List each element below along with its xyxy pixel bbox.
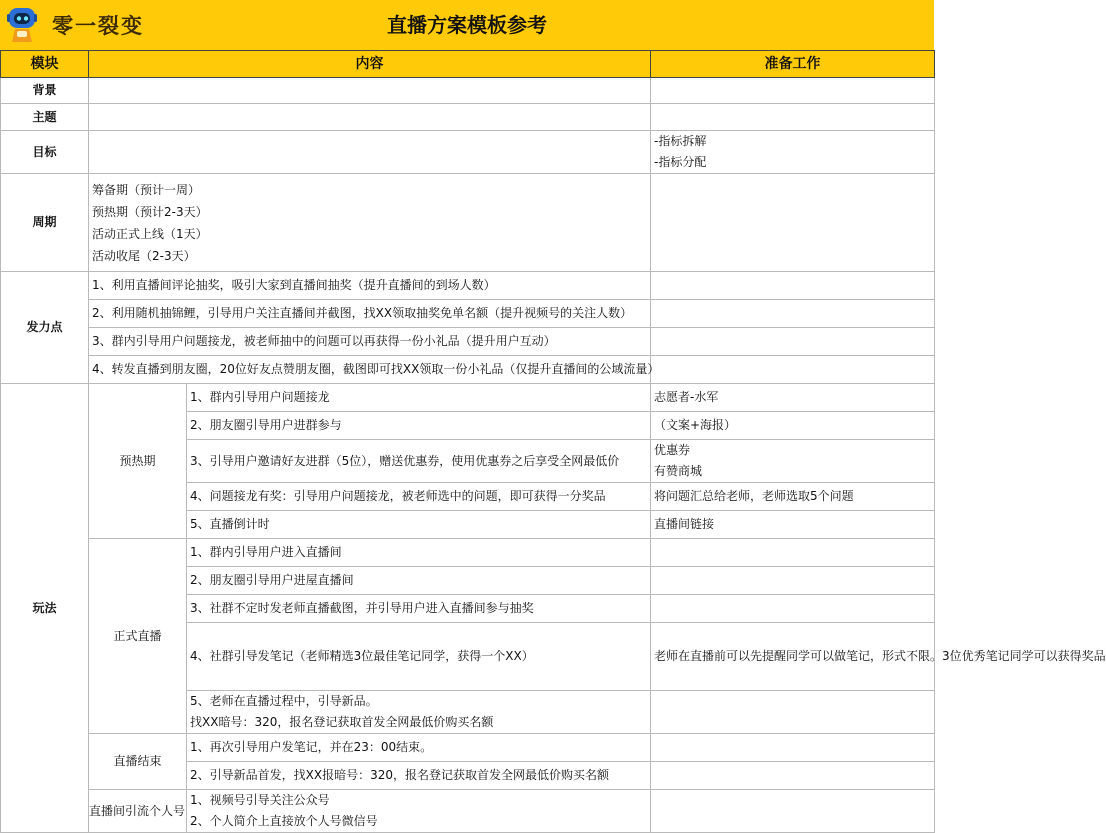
cycle-line: 预热期（预计2-3天） xyxy=(92,204,208,219)
table-row xyxy=(1,328,935,356)
prep-cell xyxy=(651,762,935,790)
warmup-prep-line: 有赞商城 xyxy=(654,464,703,478)
warmup-prep-line: 优惠券 xyxy=(654,443,691,457)
prep-cell xyxy=(651,595,935,623)
cycle-content-cell xyxy=(89,174,651,272)
table-row xyxy=(1,356,935,384)
header-bar xyxy=(0,0,934,51)
warmup-prep: 直播间链接 xyxy=(651,511,935,539)
table-row xyxy=(1,300,935,328)
row-label-play: 玩法 xyxy=(1,384,89,833)
goal-prep-cell xyxy=(651,131,935,174)
row-label-background: 背景 xyxy=(1,78,89,104)
table-row xyxy=(1,539,935,567)
focus-item: 4、转发直播到朋友圈，20位好友点赞朋友圈，截图即可找XX领取一份小礼品（仅提升直播间的公域流量） xyxy=(89,356,651,384)
table-row xyxy=(1,131,935,174)
content-cell xyxy=(89,78,651,104)
end-item: 1、再次引导用户发笔记，并在23：00结束。 xyxy=(187,734,651,762)
table-row xyxy=(1,78,935,104)
prep-cell xyxy=(651,328,935,356)
table-row xyxy=(1,734,935,762)
prep-cell xyxy=(651,691,935,734)
prep-cell xyxy=(651,78,935,104)
warmup-item: 3、引导用户邀请好友进群（5位），赠送优惠券，使用优惠券之后享受全网最低价 xyxy=(187,440,651,483)
warmup-item: 4、问题接龙有奖：引导用户问题接龙，被老师选中的问题，即可获得一分奖品 xyxy=(187,483,651,511)
prep-cell xyxy=(651,567,935,595)
diversion-line: 1、视频号引导关注公众号 xyxy=(190,793,330,807)
table-row xyxy=(1,174,935,272)
prep-cell xyxy=(651,174,935,272)
live-item: 1、群内引导用户进入直播间 xyxy=(187,539,651,567)
row-label-focus: 发力点 xyxy=(1,272,89,384)
column-header-module: 模块 xyxy=(1,51,89,78)
column-header-content: 内容 xyxy=(89,51,651,78)
prep-cell xyxy=(651,104,935,131)
row-label-goal: 目标 xyxy=(1,131,89,174)
brand-name: 零一裂变 xyxy=(52,14,144,38)
live-item: 2、朋友圈引导用户进屋直播间 xyxy=(187,567,651,595)
cycle-line: 筹备期（预计一周） xyxy=(92,182,201,197)
row-label-theme: 主题 xyxy=(1,104,89,131)
content-cell xyxy=(89,131,651,174)
diversion-line: 2、个人简介上直接放个人号微信号 xyxy=(190,814,378,828)
prep-cell xyxy=(651,300,935,328)
header-row xyxy=(1,51,935,78)
live-item-line: 5、老师在直播过程中，引导新品。 xyxy=(190,694,378,708)
warmup-prep-cell xyxy=(651,440,935,483)
table-row xyxy=(1,272,935,300)
goal-prep-line: -指标拆解 xyxy=(654,134,707,148)
prep-cell xyxy=(651,356,935,384)
prep-cell xyxy=(651,539,935,567)
prep-cell xyxy=(651,734,935,762)
live-item: 3、社群不定时发老师直播截图，并引导用户进入直播间参与抽奖 xyxy=(187,595,651,623)
phase-label-warmup: 预热期 xyxy=(89,384,187,539)
warmup-item: 2、朋友圈引导用户进群参与 xyxy=(187,412,651,440)
prep-cell xyxy=(651,272,935,300)
focus-item: 3、群内引导用户问题接龙，被老师抽中的问题可以再获得一份小礼品（提升用户互动） xyxy=(89,328,651,356)
end-item: 2、引导新品首发，找XX报暗号：320，报名登记获取首发全网最低价购买名额 xyxy=(187,762,651,790)
live-item-multiline xyxy=(187,691,651,734)
cycle-line: 活动正式上线（1天） xyxy=(92,226,208,241)
phase-label-live: 正式直播 xyxy=(89,539,187,734)
warmup-prep: 志愿者-水军 xyxy=(651,384,935,412)
prep-cell xyxy=(651,790,935,833)
goal-prep-line: -指标分配 xyxy=(654,155,707,169)
phase-label-end: 直播结束 xyxy=(89,734,187,790)
content-cell xyxy=(89,104,651,131)
live-prep: 老师在直播前可以先提醒同学可以做笔记，形式不限。3位优秀笔记同学可以获得奖品 xyxy=(651,623,935,691)
page-title: 直播方案模板参考 xyxy=(387,13,547,37)
diversion-item xyxy=(187,790,651,833)
warmup-prep: 将问题汇总给老师，老师选取5个问题 xyxy=(651,483,935,511)
live-item: 4、社群引导发笔记（老师精选3位最佳笔记同学，获得一个XX） xyxy=(187,623,651,691)
warmup-item: 5、直播倒计时 xyxy=(187,511,651,539)
column-header-prep: 准备工作 xyxy=(651,51,935,78)
plan-table xyxy=(0,50,1106,833)
warmup-item: 1、群内引导用户问题接龙 xyxy=(187,384,651,412)
table-row xyxy=(1,104,935,131)
table-row xyxy=(1,384,935,412)
row-label-cycle: 周期 xyxy=(1,174,89,272)
focus-item: 1、利用直播间评论抽奖，吸引大家到直播间抽奖（提升直播间的到场人数） xyxy=(89,272,651,300)
focus-item: 2、利用随机抽锦鲤，引导用户关注直播间并截图，找XX领取抽奖免单名额（提升视频号的关注人数） xyxy=(89,300,651,328)
phase-label-diversion: 直播间引流个人号 xyxy=(89,790,187,833)
table-row xyxy=(1,790,935,833)
live-item-line: 找XX暗号：320，报名登记获取首发全网最低价购买名额 xyxy=(190,715,494,729)
warmup-prep: （文案+海报） xyxy=(651,412,935,440)
cycle-line: 活动收尾（2-3天） xyxy=(92,248,196,263)
